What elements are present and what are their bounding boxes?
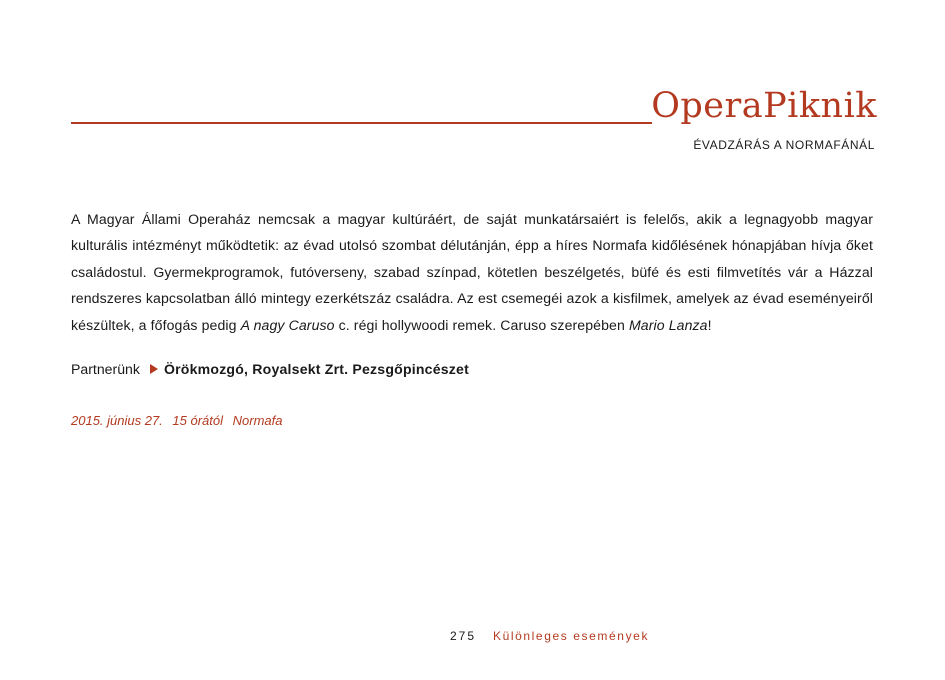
triangle-arrow-icon [150,364,158,374]
event-date: 2015. június 27. [71,413,163,428]
page-subtitle: ÉVADZÁRÁS A NORMAFÁNÁL [693,138,875,152]
body-text-part3: ! [707,316,712,333]
body-paragraph [71,206,873,338]
page-footer [450,629,649,643]
body-text-part2: c. régi hollywoodi remek. Caruso szerepében [334,316,629,333]
partner-names: Örökmozgó, Royalsekt Zrt. Pezsgőpincészet [163,361,469,377]
section-name: Különleges események [492,629,650,643]
page-number: 275 [450,629,477,643]
body-text-part1: A Magyar Állami Operaház nemcsak a magyar kultúráért, de saját munkatársaiért is felelős, akik a legnagyobb magyar kulturális intézményt működtetik: az évad utolsó szombat délutánján, épp a híres Normafa kidőlésének hónapjában hívja őket családostul. Gyermekprogramok, futóverseny, szabad színpad, kötetlen beszélgetés, büfé és esti filmvetítés vár a Házzal rendszeres kapcsolatban álló mintegy ezerkétszáz családra. Az est csemegéi azok a kisfilmek, amelyek az évad eseményeiről készültek, a főfogás pedig [71,211,873,333]
page-title: OperaPiknik [651,86,877,126]
event-dateline [71,413,289,428]
film-title: A nagy Caruso [240,316,335,333]
partner-line [71,361,469,377]
event-venue: Normafa [232,413,283,428]
header-rule [71,122,652,124]
actor-name: Mario Lanza [628,316,708,333]
partner-label: Partnerünk [71,361,140,377]
event-time: 15 órától [172,413,224,428]
